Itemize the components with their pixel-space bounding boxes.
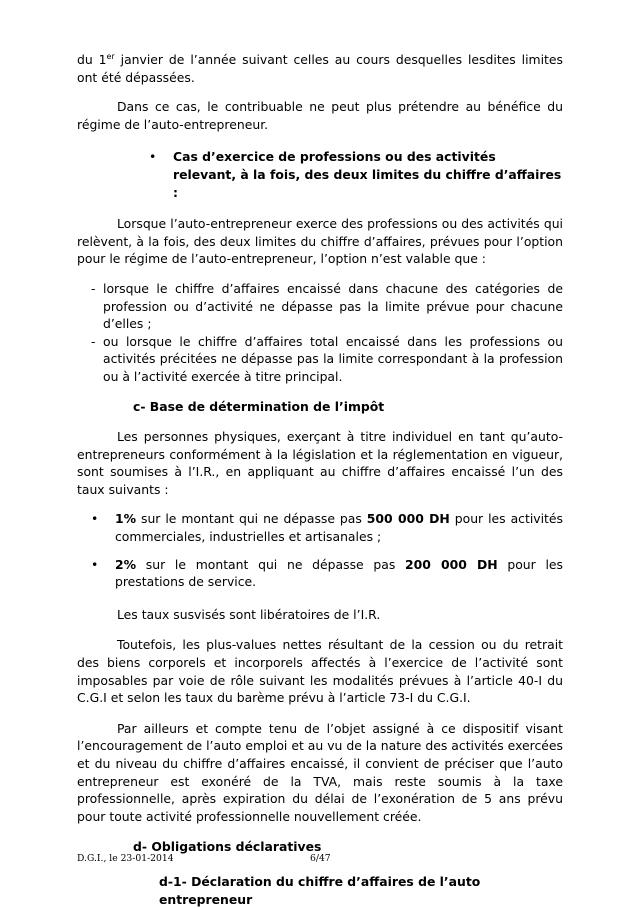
section-heading-d1: d-1- Déclaration du chiffre d’affaires de l’auto entrepreneur bbox=[159, 873, 481, 907]
dash-list bbox=[77, 280, 563, 386]
paragraph-intro bbox=[77, 51, 563, 86]
dash-list-item-2 bbox=[77, 333, 563, 386]
rate-item-2 bbox=[77, 556, 563, 591]
paragraph-consequence: Dans ce cas, le contribuable ne peut plus prétendre au bénéfice du régime de l’auto-entrepreneur. bbox=[77, 99, 563, 132]
rate-text: pour les prestations de service. bbox=[115, 556, 563, 590]
dash-list-item-1 bbox=[77, 280, 563, 333]
bullet-heading: Cas d’exercice de professions ou des activités relevant, à la fois, des deux limites du chiffre d’affaires : bbox=[173, 149, 562, 200]
page-content bbox=[77, 51, 563, 908]
bullet-icon: • bbox=[91, 511, 99, 527]
page-number: 6/47 bbox=[310, 853, 331, 864]
dash-item-text: ou lorsque le chiffre d’affaires total encaissé dans les professions ou activités précitées ne dépasse pas la limite correspondant à la profession ou à l’activité exercée à titre principal. bbox=[103, 333, 563, 384]
rate-text: pour les activités commerciales, industrielles et artisanales ; bbox=[115, 511, 563, 545]
dash-marker: - bbox=[91, 333, 96, 349]
paragraph-capital-gains: Toutefois, les plus-values nettes résultant de la cession ou du retrait des biens corporels et incorporels affectés à l’exercice de l’activité sont imposables par voie de rôle suivant les modalités prévues à l’article 40-I du C.G.I et selon les taux du barème prévu à l’article 73-I du C.G.I. bbox=[77, 637, 563, 706]
rate-value: 1% bbox=[115, 511, 137, 527]
page-footer bbox=[77, 853, 563, 867]
paragraph-vat: Par ailleurs et compte tenu de l’objet assigné à ce dispositif visant l’encouragement de l’auto emploi et au vu de la nature des activités exercées et du niveau du chiffre d’affaires encaissé, il convient de préciser que l’auto entrepreneur est exonéré de la TVA, mais reste soumis à la taxe professionnelle, après expiration du délai de l’exonération de 5 ans prévu pour toute activité professionnelle nouvellement créée. bbox=[77, 720, 563, 824]
rate-value: 2% bbox=[115, 556, 137, 572]
bullet-icon: • bbox=[149, 149, 157, 165]
paragraph-liberatory: Les taux susvisés sont libératoires de l’I.R. bbox=[117, 606, 381, 622]
bullet-icon: • bbox=[91, 556, 99, 572]
bullet-heading-item bbox=[77, 148, 563, 201]
paragraph-taxpayers: Les personnes physiques, exerçant à titre individuel en tant qu’auto-entrepreneurs conformément à la législation et la réglementation en vigueur, sont soumises à l’I.R., en appliquant au chiffre d’affaires encaissé l’un des taux suivants : bbox=[77, 429, 563, 497]
dash-marker: - bbox=[91, 280, 96, 296]
paragraph-double-limit: Lorsque l’auto-entrepreneur exerce des professions ou des activités qui relèvent, à la fois, des deux limites du chiffre d’affaires, prévues pour l’option pour le régime de l’auto-entrepreneur, l’option n’est valable que : bbox=[77, 216, 563, 267]
intro-text-start: du 1 bbox=[77, 52, 107, 67]
rate-item-1 bbox=[77, 510, 563, 545]
rate-text: sur le montant qui ne dépasse pas bbox=[136, 556, 406, 572]
ordinal-superscript: er bbox=[106, 51, 115, 61]
footer-date: D.G.I., le 23-01-2014 bbox=[77, 853, 174, 864]
rate-amount: 200 000 DH bbox=[405, 556, 498, 572]
intro-text-end: janvier de l’année suivant celles au cours desquelles lesdites limites ont été dépassées. bbox=[77, 52, 563, 85]
section-heading-d: d- Obligations déclaratives bbox=[133, 839, 322, 855]
rate-amount: 500 000 DH bbox=[366, 511, 450, 527]
section-heading-c: c- Base de détermination de l’impôt bbox=[133, 398, 385, 414]
rate-text: sur le montant qui ne dépasse pas bbox=[136, 511, 367, 527]
dash-item-text: lorsque le chiffre d’affaires encaissé dans chacune des catégories de profession ou d’activité ne dépasse pas la limite prévue pour chacune d’elles ; bbox=[103, 280, 563, 332]
